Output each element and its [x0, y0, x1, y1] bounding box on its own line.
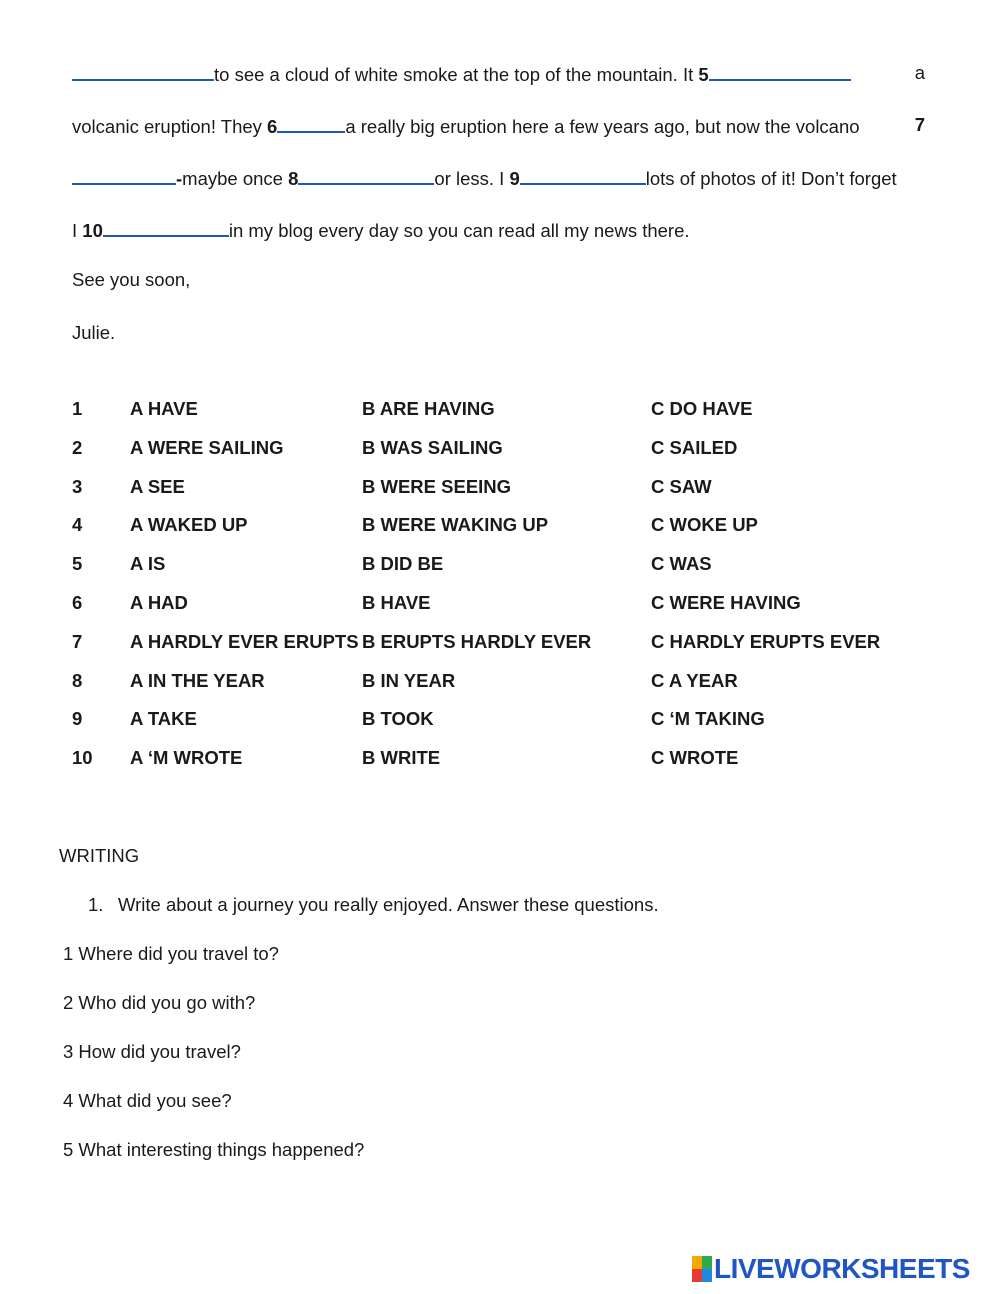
option-c[interactable]: C WROTE — [651, 747, 739, 769]
question-number-8: 8 — [288, 168, 299, 189]
passage-line-1: to see a cloud of white smoke at the top of the mountain. It 5 a — [72, 61, 925, 87]
answer-blank-7[interactable] — [72, 165, 176, 185]
table-row: 4 A WAKED UP B WERE WAKING UP C WOKE UP — [72, 514, 758, 536]
option-c[interactable]: C SAILED — [651, 436, 738, 458]
passage-line-2: volcanic eruption! They 6 a really big eruption here a few years ago, but now the volcano 7 — [72, 114, 925, 137]
task-number: 1. — [88, 894, 104, 915]
answer-blank-9[interactable] — [520, 165, 646, 185]
question-number-7: 7 — [914, 114, 925, 135]
option-b[interactable]: B ERUPTS HARDLY EVER — [362, 630, 592, 652]
writing-question: 3 How did you travel? — [63, 1041, 241, 1062]
answer-blank-4[interactable] — [72, 61, 214, 81]
table-row: 8 A IN THE YEAR B IN YEAR C A YEAR — [72, 669, 738, 691]
closing-line: See you soon, — [72, 269, 191, 290]
table-row: 2 A WERE SAILING B WAS SAILING C SAILED — [72, 436, 738, 458]
writing-question: 4 What did you see? — [63, 1090, 232, 1111]
option-a[interactable]: A IN THE YEAR — [130, 669, 265, 691]
question-number-6: 6 — [267, 116, 278, 137]
table-row: 5 A IS B DID BE C WAS — [72, 553, 712, 575]
options-table — [72, 397, 972, 785]
option-b[interactable]: B TOOK — [362, 708, 434, 730]
table-row: 9 A TAKE B TOOK C ‘M TAKING — [72, 708, 765, 730]
passage-line-3: -maybe once 8 or less. I 9 lots of photos of it! Don’t forget — [72, 165, 925, 191]
signature: Julie. — [72, 322, 116, 343]
passage-line-4: I 10 in my blog every day so you can read all my news there. — [72, 217, 925, 243]
option-c[interactable]: C WAS — [651, 553, 712, 575]
table-row: 1 A HAVE B ARE HAVING C DO HAVE — [72, 398, 753, 419]
option-a[interactable]: A HARDLY EVER ERUPTS — [130, 630, 359, 652]
answer-blank-10[interactable] — [103, 217, 229, 237]
option-c[interactable]: C SAW — [651, 475, 712, 497]
table-row: 10 A ‘M WROTE B WRITE C WROTE — [72, 747, 739, 769]
option-a[interactable]: A SEE — [130, 475, 185, 497]
question-number-5: 5 — [698, 64, 709, 85]
logo-mark-icon — [692, 1256, 712, 1282]
question-number-10: 10 — [82, 220, 103, 241]
option-c[interactable]: C A YEAR — [651, 669, 738, 691]
option-b[interactable]: B WRITE — [362, 747, 441, 769]
option-b[interactable]: B HAVE — [362, 591, 431, 613]
writing-task: Write about a journey you really enjoyed. Answer these questions. — [118, 894, 659, 915]
option-a[interactable]: A HAVE — [130, 398, 198, 419]
option-b[interactable]: B DID BE — [362, 553, 444, 575]
answer-blank-5[interactable] — [709, 61, 851, 81]
option-c[interactable]: C WOKE UP — [651, 514, 758, 536]
writing-question: 5 What interesting things happened? — [63, 1139, 365, 1160]
answer-blank-8[interactable] — [298, 165, 434, 185]
option-a[interactable]: A HAD — [130, 591, 188, 613]
table-row: 6 A HAD B HAVE C WERE HAVING — [72, 591, 801, 613]
option-b[interactable]: B IN YEAR — [362, 669, 456, 691]
option-c[interactable]: C WERE HAVING — [651, 591, 801, 613]
option-b[interactable]: B WERE WAKING UP — [362, 514, 549, 536]
option-a[interactable]: A ‘M WROTE — [130, 747, 243, 769]
writing-heading: WRITING — [59, 845, 140, 866]
option-b[interactable]: B ARE HAVING — [362, 398, 495, 419]
table-row: 3 A SEE B WERE SEEING C SAW — [72, 475, 712, 497]
option-c[interactable]: C DO HAVE — [651, 398, 753, 419]
option-c[interactable]: C ‘M TAKING — [651, 708, 765, 730]
option-b[interactable]: B WERE SEEING — [362, 475, 512, 497]
table-row: 7 A HARDLY EVER ERUPTS B ERUPTS HARDLY EVER C HARDLY ERUPTS EVER — [72, 630, 881, 652]
question-number-9: 9 — [509, 168, 520, 189]
option-a[interactable]: A TAKE — [130, 708, 197, 730]
logo-text: LIVEWORKSHEETS — [714, 1253, 970, 1284]
option-c[interactable]: C HARDLY ERUPTS EVER — [651, 630, 881, 652]
answer-blank-6[interactable] — [277, 113, 345, 133]
liveworksheets-logo — [692, 1252, 970, 1286]
option-a[interactable]: A WAKED UP — [130, 514, 248, 536]
writing-question: 1 Where did you travel to? — [63, 943, 279, 964]
option-a[interactable]: A IS — [130, 553, 166, 575]
writing-question: 2 Who did you go with? — [63, 992, 256, 1013]
option-b[interactable]: B WAS SAILING — [362, 436, 503, 458]
option-a[interactable]: A WERE SAILING — [130, 436, 284, 458]
